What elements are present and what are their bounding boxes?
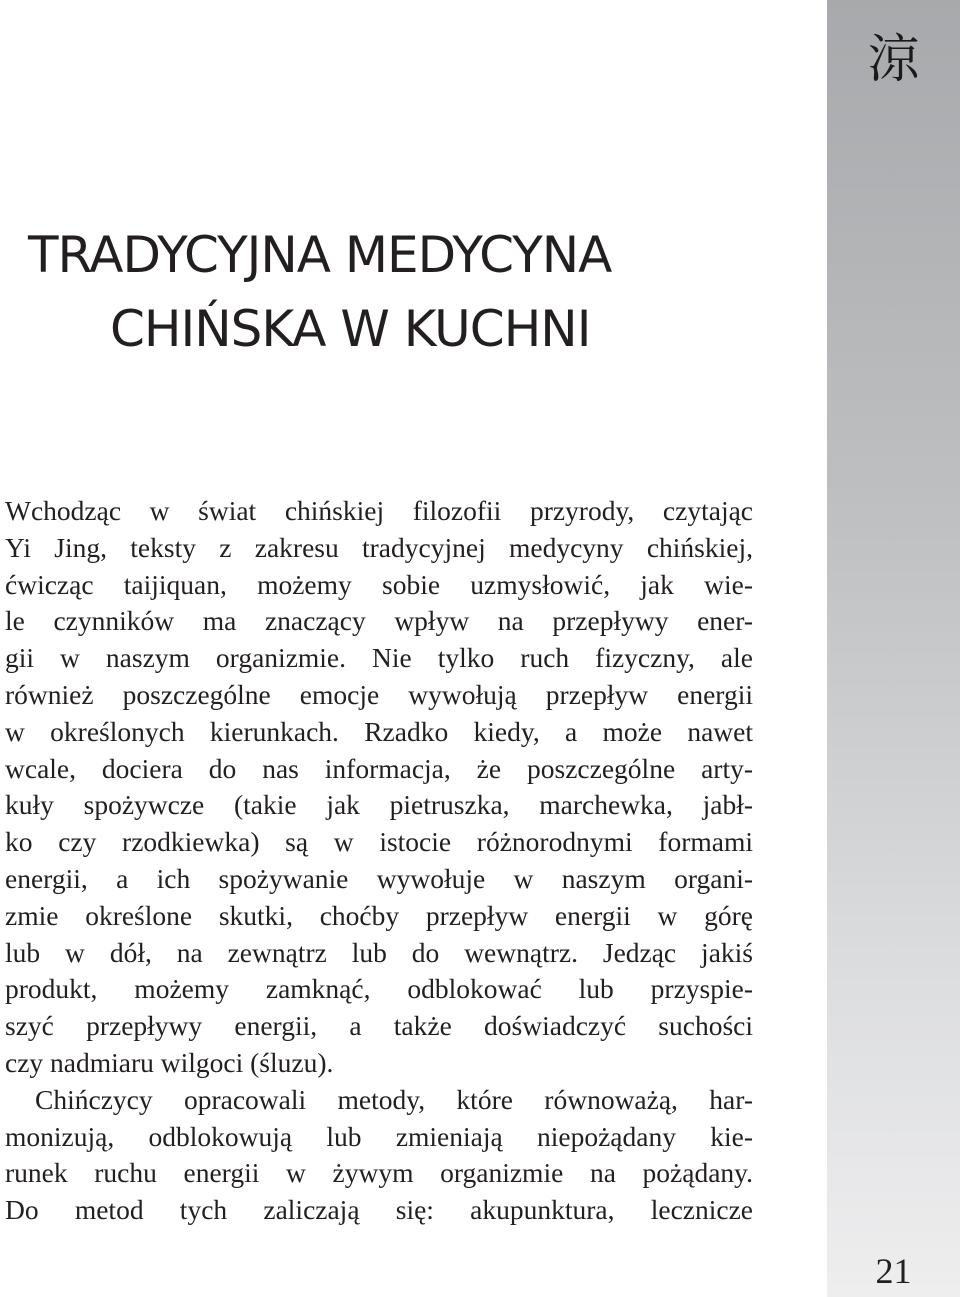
body-line: również poszczególne emocje wywołują przepływ energii xyxy=(5,678,753,710)
body-line: wcale, dociera do nas informacja, że poszczególne arty- xyxy=(5,752,753,784)
body-line: ko czy rzodkiewka) są w istocie różnorodnymi formami xyxy=(5,826,753,858)
body-line: energii, a ich spożywanie wywołuje w naszym organi- xyxy=(5,862,753,894)
body-line: runek ruchu energii w żywym organizmie na pożądany. xyxy=(5,1157,753,1189)
body-line: kuły spożywcze (takie jak pietruszka, marchewka, jabł- xyxy=(5,789,753,821)
body-line: lub w dół, na zewnątrz lub do wewnątrz. Jedząc jakiś xyxy=(5,936,753,968)
body-line: Wchodząc w świat chińskiej filozofii przyrody, czytając xyxy=(5,495,753,526)
body-line: gii w naszym organizmie. Nie tylko ruch fizyczny, ale xyxy=(5,642,753,674)
body-line: produkt, możemy zamknąć, odblokować lub przyspie- xyxy=(5,973,753,1005)
body-line: Chińczycy opracowali metody, które równoważą, har- xyxy=(35,1083,753,1115)
body-text xyxy=(5,493,753,1229)
body-line: Yi Jing, teksty z zakresu tradycyjnej medycyny chińskiej, xyxy=(5,531,753,563)
page-number: 21 xyxy=(875,1251,912,1291)
chinese-character: 涼 xyxy=(867,30,920,90)
body-line: czy nadmiaru wilgoci (śluzu). xyxy=(5,1046,334,1078)
chapter-title-line-2: CHIŃSKA W KUCHNI xyxy=(110,300,591,358)
body-line: monizują, odblokowują lub zmieniają niepożądany kie- xyxy=(5,1120,753,1152)
body-line: le czynników ma znaczący wpływ na przepływy ener- xyxy=(5,605,753,637)
body-line: zmie określone skutki, choćby przepływ energii w górę xyxy=(5,899,753,931)
body-line: ćwicząc taijiquan, możemy sobie uzmysłowić, jak wie- xyxy=(5,568,753,600)
body-line: Do metod tych zaliczają się: akupunktura, lecznicze xyxy=(5,1194,753,1226)
chapter-title xyxy=(28,218,818,366)
body-line: szyć przepływy energii, a także doświadczyć suchości xyxy=(5,1010,753,1042)
body-line: w określonych kierunkach. Rzadko kiedy, a może nawet xyxy=(5,715,753,747)
side-band xyxy=(827,0,960,1297)
chapter-title-line-1: TRADYCYJNA MEDYCYNA xyxy=(28,226,612,284)
